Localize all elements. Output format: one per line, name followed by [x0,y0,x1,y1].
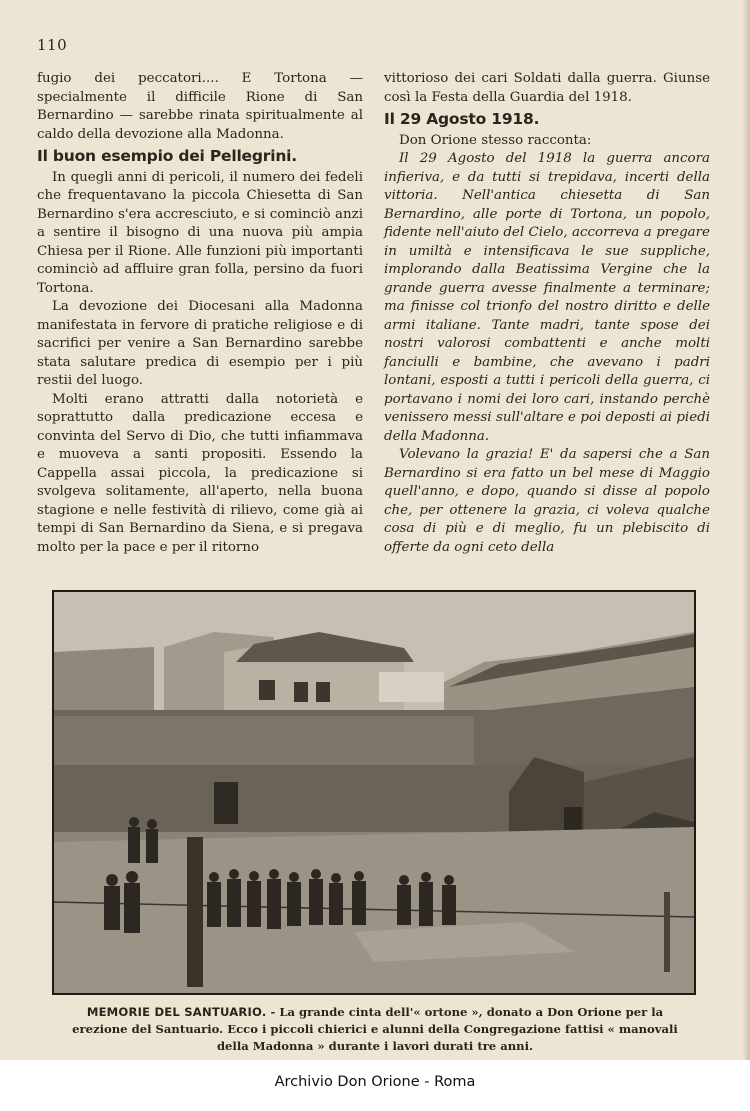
left-paragraph-1: fugio dei peccatori.... E Tortona — specialmente il difficile Rione di San Bernardino — sarebbe rinata spiritualmente al caldo della devozione alla Madonna. [37,71,363,142]
left-paragraph-2: In quegli anni di pericoli, il numero dei fedeli che frequentavano la piccola Chiesetta di San Bernardino s'era accresciuto, e si cominciò anzi a sentire il bisogno di una nuova più ampia Chiesa per il Rione. Alle funzioni più importanti cominciò ad affluire gran folla, persino da fuori Tortona. [37,169,363,296]
right-column [384,70,710,557]
section-heading-pilgrims: Il buon esempio dei Pellegrini. [37,147,297,165]
right-paragraph-4: Volevano la grazia! E' da sapersi che a San Bernardino si era fatto un bel mese di Maggio quell'anno, e dopo, quando si disse al popolo che, per ottenere la grazia, ci voleva qualche cosa di più e di meglio, fu un plebiscito di offerte da ogni ceto della [384,447,710,555]
caption-lead: MEMORIE DEL SANTUARIO. [86,1005,267,1019]
page-number: 110 [37,36,68,54]
right-paragraph-3: Il 29 Agosto del 1918 la guerra ancora infieriva, e da tutti si trepidava, incerti della vittoria. Nell'antica chiesetta di San Bernardino, alle porte di Tortona, un popolo, fidente nell'aiuto del Cielo, accorreva a pregare in umiltà e intensificava le sue suppliche, implorando dalla Beatissima Vergine che la grande guerra avesse finalmente a terminare; ma finisse col trionfo del nostro diritto e delle armi italiane. Tante madri, tante spose dei nostri valorosi combattenti e anche molti fanciulli e bambine, che avevano i padri lontani, esposti a tutti i pericoli della guerra, ci portavano i nomi dei loro cari, instando perchè venissero messi sull'altare e poi deposti ai piedi della Madonna. [384,151,710,444]
section-heading-date: Il 29 Agosto 1918. [384,110,540,128]
page-edge-shadow [742,0,750,1060]
right-paragraph-2: Don Orione stesso racconta: [399,132,592,148]
caption-text: - La grande cinta dell'« ortone », donato a Don Orione per la erezione del Santuario. Ecco i piccoli chierici e alunni della Congregazione fattisi « manovali della Madonna » durante i lavori durati tre anni. [72,1005,678,1053]
photo-illustration [54,592,694,993]
photo-caption [60,1004,690,1055]
left-paragraph-4: Molti erano attratti dalla notorietà e soprattutto dalla predicazione eccesa e convinta del Servo di Dio, che tutti infiammava e muoveva a santi propositi. Essendo la Cappella assai piccola, la predicazione si svolgeva solitamente, all'aperto, nella buona stagione e nelle festività di rilievo, come già ai tempi di San Bernardino da Siena, e si pregava molto per la pace e per il ritorno [37,391,363,555]
archive-footer [0,1060,750,1111]
left-column [37,70,363,557]
archive-label: Archivio Don Orione - Roma [274,1074,476,1090]
left-paragraph-3: La devozione dei Diocesani alla Madonna manifestata in fervore di pratiche religiose e di sacrifici per venire a San Bernardino sarebbe stata salutare predica di esempio per i più restii del luogo. [37,299,363,388]
sanctuary-construction-photo [52,590,696,995]
right-paragraph-1: vittorioso dei cari Soldati dalla guerra. Giunse così la Festa della Guardia del 1918. [384,71,710,105]
